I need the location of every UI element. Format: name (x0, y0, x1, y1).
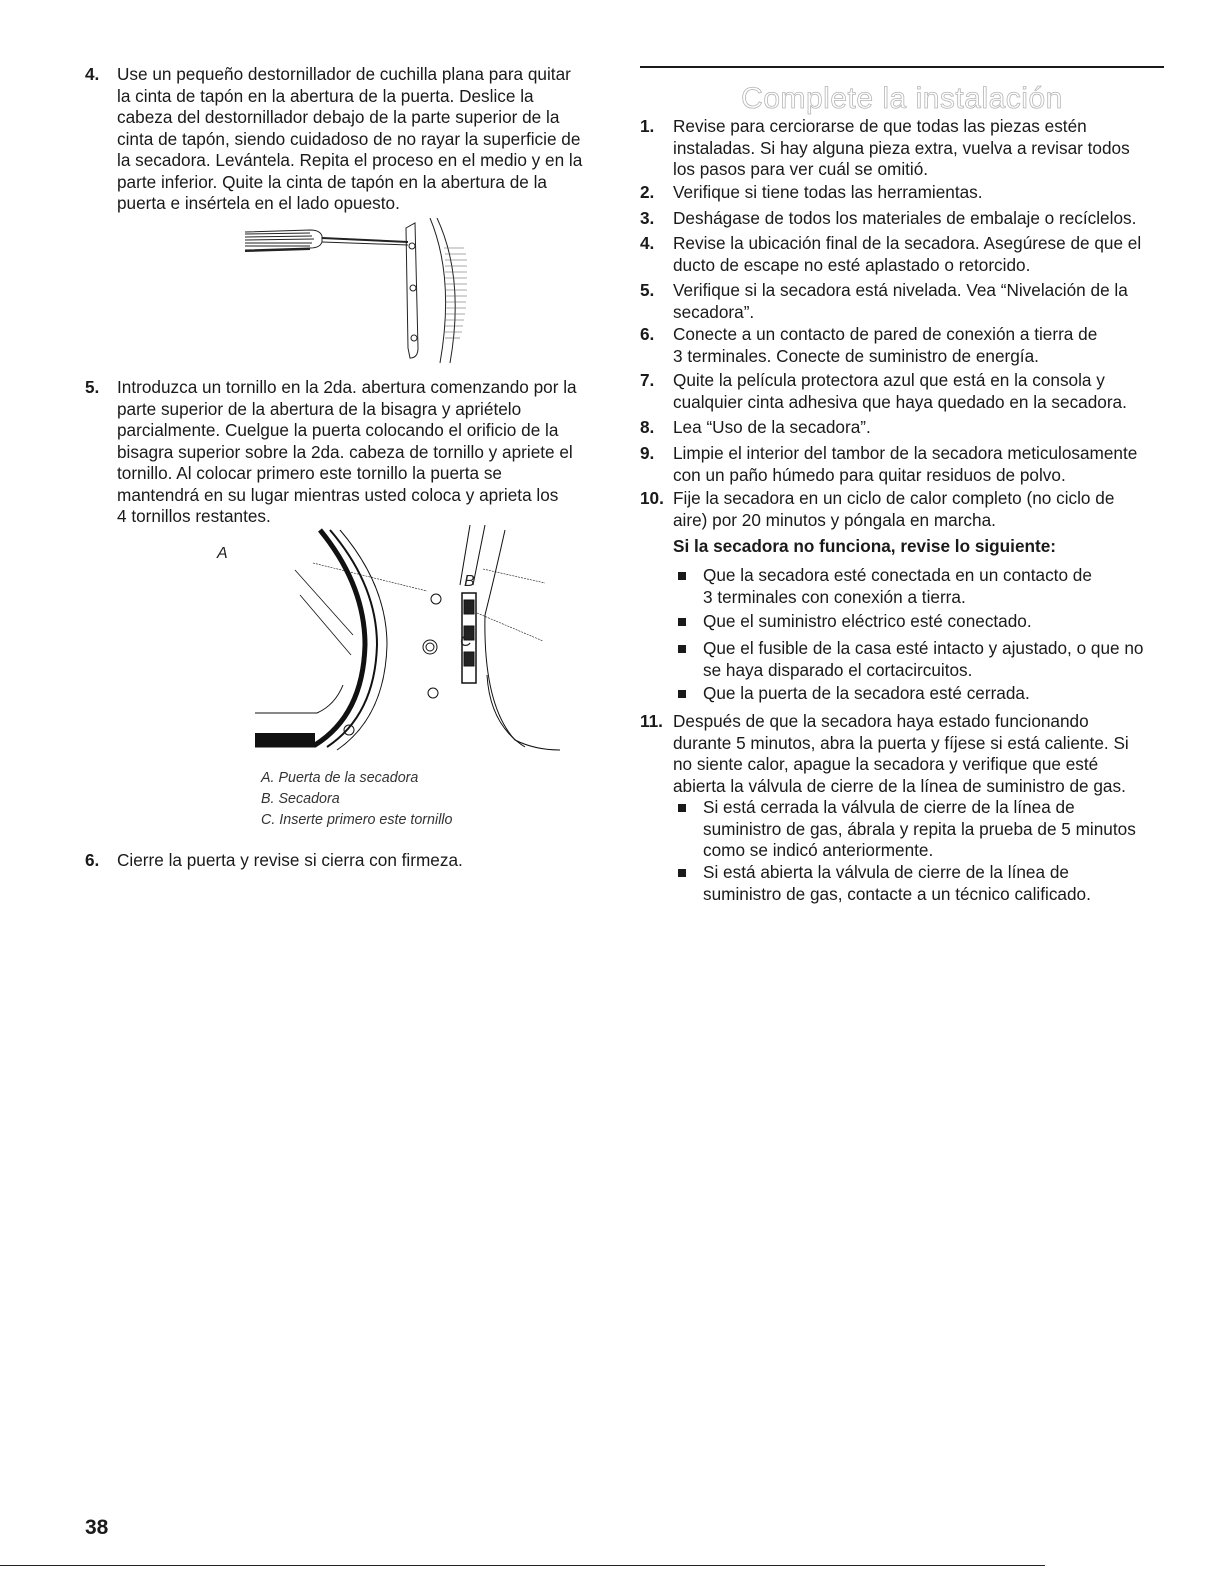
right-step-9 (640, 443, 1165, 486)
bullet-square-icon (678, 618, 686, 626)
step-number: 4. (85, 64, 100, 84)
right-step-10 (640, 488, 1165, 531)
step-number: 6. (85, 850, 100, 870)
step-text: Revise para cerciorarse de que todas las piezas estén instaladas. Si hay alguna pieza extra, vuelva a revisar todos los pasos para ver cuál se omitió. (673, 116, 1130, 179)
right-step-2 (640, 182, 1165, 204)
step-4-remove-plug-tape (85, 64, 605, 215)
section-title: Complete la instalación (741, 82, 1063, 115)
step-number: 3. (640, 208, 655, 228)
right-step-5 (640, 280, 1165, 323)
figure-caption-a: A. Puerta de la secadora (261, 770, 419, 786)
step-number: 8. (640, 417, 655, 437)
gas-bullet (673, 797, 1165, 862)
gas-bullet (673, 862, 1165, 905)
step-number: 7. (640, 370, 655, 390)
bullet-square-icon (678, 645, 686, 653)
step-number: 2. (640, 182, 655, 202)
check-bullet (673, 638, 1165, 681)
troubleshoot-heading: Si la secadora no funciona, revise lo siguiente: (673, 536, 1057, 556)
check-bullet (673, 683, 1165, 705)
bullet-text: Que la secadora esté conectada en un contacto de 3 terminales con conexión a tierra. (703, 565, 1092, 607)
step-5-insert-screw (85, 377, 605, 528)
bullet-square-icon (678, 690, 686, 698)
bullet-text: Si está abierta la válvula de cierre de la línea de suministro de gas, contacte a un técnico calificado. (703, 862, 1091, 904)
section-divider (640, 66, 1164, 68)
step-text: Limpie el interior del tambor de la secadora meticulosamente con un paño húmedo para quitar residuos de polvo. (673, 443, 1138, 485)
bullet-square-icon (678, 804, 686, 812)
step-text: Cierre la puerta y revise si cierra con firmeza. (117, 850, 463, 870)
bullet-text: Que el fusible de la casa esté intacto y ajustado, o que no se haya disparado el cortacircuitos. (703, 638, 1144, 680)
callout-label-c: C (460, 633, 472, 650)
step-text: Conecte a un contacto de pared de conexión a tierra de 3 terminales. Conecte de suministro de energía. (673, 324, 1098, 366)
step-number: 10. (640, 488, 664, 508)
step-text: Verifique si la secadora está nivelada. Vea “Nivelación de la secadora”. (673, 280, 1128, 322)
callout-label-b: B (464, 573, 475, 590)
figure-caption-b: B. Secadora (261, 791, 340, 807)
right-step-4 (640, 233, 1165, 276)
step-text: Quite la película protectora azul que está en la consola y cualquier cinta adhesiva que haya quedado en la secadora. (673, 370, 1127, 412)
right-step-6 (640, 324, 1165, 367)
right-step-8 (640, 417, 1165, 439)
step-text: Después de que la secadora haya estado funcionando durante 5 minutos, abra la puerta y fíjese si está caliente. Si no siente calor, apague la secadora y verifique que esté abierta la válvula de cierre de la línea de suministro de gas. (673, 711, 1129, 796)
step-number: 5. (85, 377, 100, 397)
step-text: Revise la ubicación final de la secadora. Asegúrese de que el ducto de escape no esté aplastado o retorcido. (673, 233, 1142, 275)
right-step-11 (640, 711, 1165, 797)
callout-label-a: A (217, 545, 228, 562)
bullet-text: Que el suministro eléctrico esté conectado. (703, 611, 1032, 631)
bullet-text: Si está cerrada la válvula de cierre de la línea de suministro de gas, ábrala y repita la prueba de 5 minutos como se indicó anteriormente. (703, 797, 1136, 860)
step-text: Verifique si tiene todas las herramientas. (673, 182, 983, 202)
screwdriver-illustration (240, 218, 470, 368)
step-text: Introduzca un tornillo en la 2da. abertura comenzando por la parte superior de la abertura de la bisagra y apriételo parcialmente. Cuelgue la puerta colocando el orificio de la bisagra superior sobre la 2da. cabeza de tornillo y apriete el tornillo. Al colocar primero este tornillo la puerta se mantendrá en su lugar mientras usted coloca y aprieta los 4 tornillos restantes. (117, 377, 577, 526)
step-text: Deshágase de todos los materiales de embalaje o recíclelos. (673, 208, 1137, 228)
step-number: 4. (640, 233, 655, 253)
step-number: 1. (640, 116, 655, 136)
step-6-close-door (85, 850, 605, 872)
step-number: 5. (640, 280, 655, 300)
step-text: Use un pequeño destornillador de cuchilla plana para quitar la cinta de tapón en la abertura de la puerta. Deslice la cabeza del destornillador debajo de la parte superior de la cinta de tapón, siendo cuidadoso de no rayar la superficie de la secadora. Levántela. Repita el proceso en el medio y en la parte inferior. Quite la cinta de tapón en la abertura de la puerta e insértela en el lado opuesto. (117, 64, 583, 213)
bullet-text: Que la puerta de la secadora esté cerrada. (703, 683, 1030, 703)
step-text: Lea “Uso de la secadora”. (673, 417, 871, 437)
check-bullet (673, 611, 1165, 633)
step-number: 6. (640, 324, 655, 344)
right-step-3 (640, 208, 1165, 230)
bullet-square-icon (678, 572, 686, 580)
page-number: 38 (85, 1516, 109, 1539)
right-step-7 (640, 370, 1165, 413)
step-text: Fije la secadora en un ciclo de calor completo (no ciclo de aire) por 20 minutos y póngala en marcha. (673, 488, 1115, 530)
check-bullet (673, 565, 1165, 608)
step-number: 9. (640, 443, 655, 463)
door-hinge-illustration (255, 525, 565, 760)
right-step-1 (640, 116, 1165, 181)
bullet-square-icon (678, 869, 686, 877)
step-number: 11. (640, 711, 663, 731)
footer-rule (0, 1565, 1045, 1566)
figure-caption-c: C. Inserte primero este tornillo (261, 812, 453, 828)
